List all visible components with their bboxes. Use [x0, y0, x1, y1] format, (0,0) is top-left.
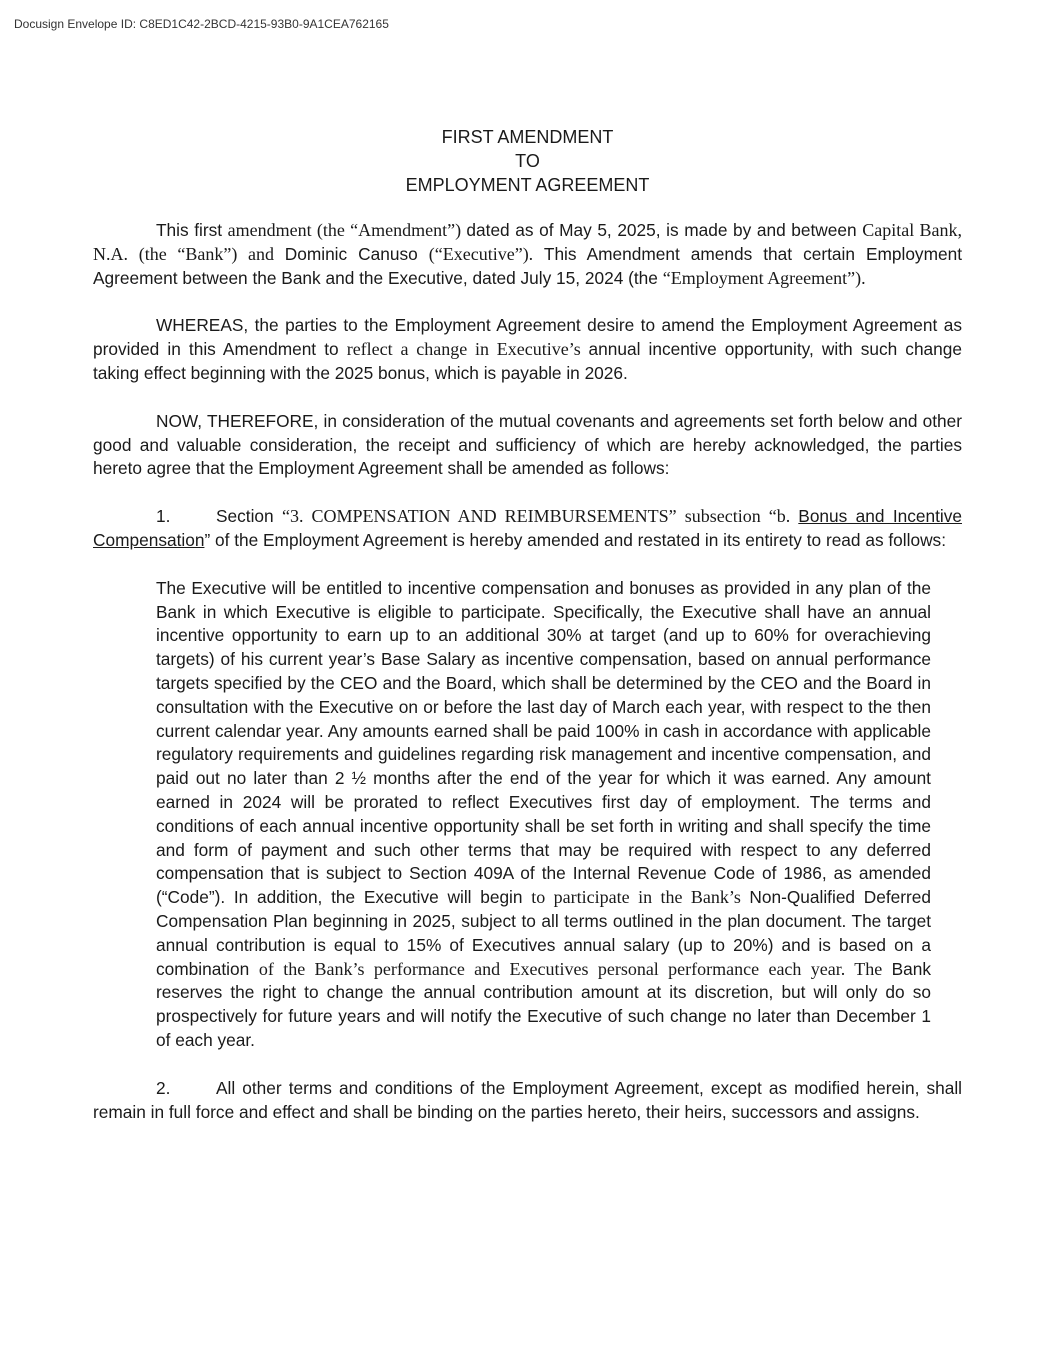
section-1-number: 1.: [156, 506, 171, 527]
intro-text-2: amendment (the “Amendment”): [227, 220, 467, 240]
intro-text-6: (“Executive”).: [428, 243, 544, 264]
intro-text-1: This first: [156, 220, 228, 240]
section-1-text-4: ” of the Employment Agreement is hereby amended and restated in its entirety to read as follows:: [204, 529, 947, 550]
intro-text-8: “Employment Agreement”).: [662, 267, 866, 288]
document-title: [0, 125, 1055, 197]
docusign-envelope-id: Docusign Envelope ID: C8ED1C42-2BCD-4215-93B0-9A1CEA762165: [14, 17, 389, 31]
intro-text-5: Dominic Canuso: [284, 243, 429, 264]
title-line-3: EMPLOYMENT AGREEMENT: [405, 175, 650, 195]
intro-paragraph: [93, 219, 962, 290]
now-therefore-paragraph: NOW, THEREFORE, in consideration of the mutual covenants and agreements set forth below and other good and valuable consideration, the receipt and sufficiency of which are hereby acknowledged, the parties hereto agree that the Employment Agreement shall be amended as follows:: [93, 410, 962, 479]
block-text-2: to participate in the Bank’s: [531, 887, 750, 908]
whereas-text-2: reflect a change in Executive’s: [346, 339, 589, 360]
whereas-paragraph: [93, 314, 962, 385]
restated-section-block: [156, 577, 931, 1053]
block-text-1: The Executive will be entitled to incentive compensation and bonuses as provided in any plan of the Bank in which Executive is eligible to participate. Specifically, the Executive shall have an annual incentive opportunity to earn up to an additional 30% at target (and up to 60% for overachieving targets) of his current year’s Base Salary as incentive compensation, based on annual performance targets specified by the CEO and the Board, which shall be determined by the CEO and the Board in consultation with the Executive on or before the last day of March each year, with respect to the then current calendar year. Any amounts earned shall be paid 100% in cash in accordance with applicable regulatory requirements and guidelines regarding risk management and incentive compensation, and paid out no later than 2 ½ months after the end of the year for which it was earned. Any amount earned in 2024 will be prorated to reflect Executives first day of employment. The terms and conditions of each annual incentive opportunity shall be set forth in writing and shall specify the time and form of payment and such other terms that may be required with respect to any deferred compensation that is subject to Section 409A of the Internal Revenue Code of 1986, as amended (“Code”). In addition, the Executive will begin: [156, 577, 931, 908]
whereas-text-3: annual incentive opportunity, with such change taking effect beginning with the 2025 bonus, which is payable in 2026.: [93, 339, 962, 383]
title-line-1: FIRST AMENDMENT: [441, 127, 614, 147]
section-2-text: All other terms and conditions of the Employment Agreement, except as modified herein, shall remain in full force and effect and shall be binding on the parties hereto, their heirs, successors and assigns.: [93, 1077, 962, 1122]
whereas-text-1: WHEREAS, the parties to the Employment Agreement desire to amend the Employment Agreement as provided in this Amendment to: [93, 315, 962, 360]
section-2-paragraph: [93, 1077, 962, 1125]
section-1-text-1: Section: [216, 506, 282, 527]
intro-text-7: This Amendment amends that certain Employment Agreement between the Bank and the Executive, dated July 15, 2024 (the: [93, 243, 962, 288]
intro-text-3: dated as of May 5, 2025, is made by and between: [466, 220, 863, 240]
section-1-text-2: “3. COMPENSATION AND REIMBURSEMENTS” subsection “b.: [282, 506, 799, 527]
document-body: [93, 219, 962, 1148]
block-text-5: Bank reserves the right to change the annual contribution amount at its discretion, but will only do so prospectively for future years and will notify the Executive of such change no later than December 1 of each year.: [156, 958, 931, 1050]
intro-text-4: Capital Bank, N.A. (the “Bank”) and: [93, 220, 962, 264]
block-text-3: Non-Qualified Deferred Compensation Plan beginning in 2025, subject to all terms outlined in the plan document. The target annual contribution is equal to 15% of Executives annual salary (up to 20%) and is based on a combination: [156, 887, 932, 979]
title-line-2: TO: [515, 151, 540, 171]
section-2-number: 2.: [156, 1077, 171, 1098]
section-1-underlined-title: Bonus and Incentive Compensation: [93, 506, 962, 550]
block-text-4: of the Bank’s performance and Executives personal performance each year. The: [258, 958, 892, 979]
section-1-paragraph: [93, 505, 962, 553]
